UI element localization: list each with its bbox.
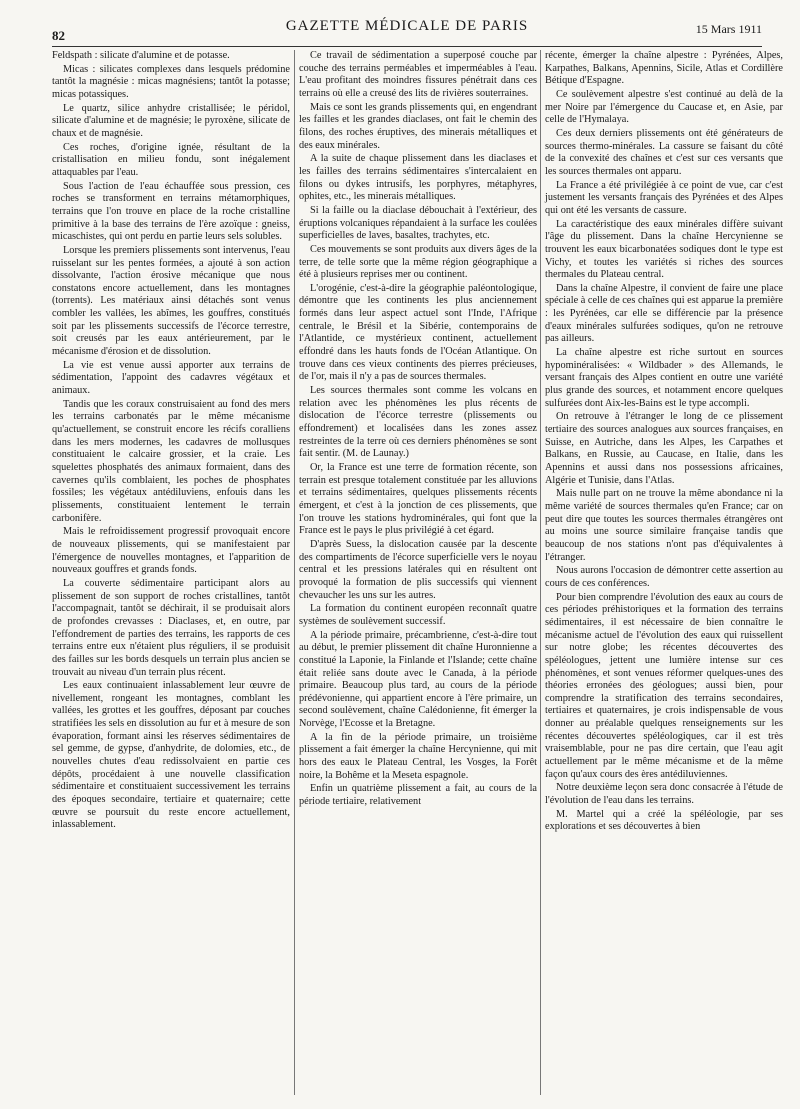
paragraph: La caractéristique des eaux minérales diffère suivant l'âge du plissement. Dans la chaîne Hercynienne se trouvent les eaux bicarbonatées sodiques dont le type est Vichy, et toutes les variétés si riches des sources thermales du Plateau central. [545,218,783,281]
page-number: 82 [52,28,65,43]
paragraph: Les sources thermales sont comme les volcans en relation avec les phénomènes les plus récents de dislocation de l'écorce terrestre (plissements ou effondrement) et localisées dans les zones assez restreintes de la terre où ces derniers phénomènes se sont fait sentir. (M. de Launay.) [299,385,537,460]
column-divider [294,50,295,1095]
paragraph: La formation du continent européen reconnaît quatre systèmes de soulèvement successif. [299,603,537,627]
paragraph: Si la faille ou la diaclase débouchait à l'extérieur, des éruptions volcaniques répandaient à la surface les coulées superficielles de laves, basaltes, trachytes, etc. [299,204,537,242]
header-rule [52,46,762,47]
paragraph: Le quartz, silice anhydre cristallisée; le péridol, silicate d'alumine et de magnésie; le pyroxène, silicate de chaux et de magnésie. [52,102,290,139]
paragraph: récente, émerger la chaîne alpestre : Pyrénées, Alpes, Karpathes, Balkans, Apennins, Sicile, Atlas et Cordillère Bétique d'Espagne. [545,50,783,87]
paragraph: Ces mouvements se sont produits aux divers âges de la terre, de telle sorte que la même région géographique a été à plusieurs reprises mer ou continent. [299,243,537,281]
paragraph: Ces deux derniers plissements ont été générateurs de sources thermo-minérales. La cassure se faisant du côté de la convexité des chaînes et c'est sur ces versants que les sources thermales ont apparu. [545,127,783,177]
paragraph: D'après Suess, la dislocation causée par la descente des compartiments de l'écorce superficielle vers le noyau central et les pressions latérales qui en résultent ont provoqué la formation de plis successifs qui viennent chevaucher les uns sur les autres. [299,538,537,601]
text-column-1 [52,50,290,833]
paragraph: La France a été privilégiée à ce point de vue, car c'est justement les versants français des Pyrénées et des Alpes qui ont été les versants de cassure. [545,179,783,216]
paragraph: Ce travail de sédimentation a superposé couche par couche des terrains perméables et imperméables à l'eau. L'eau profitant des moindres fissures pénétrait dans ces terrains où elle a creusé des lits de rivières souterraines. [299,50,537,99]
paragraph: Micas : silicates complexes dans lesquels prédomine tantôt la magnésie : micas magnésiens; tantôt la potasse; micas potassiques. [52,63,290,100]
paragraph: La chaîne alpestre est riche surtout en sources hypominéralisées: « Wildbader » des Allemands, le versant français des Alpes contient en outre une variété plus grande des sources, et notamment encore quelques sulfurées dont Aix-les-Bains est le type accompli. [545,347,783,409]
paragraph: A la fin de la période primaire, un troisième plissement a fait émerger la chaîne Hercynienne, qui mit hors des eaux le Plateau Central, les Vosges, la Forêt noire, la Bohême et la Meseta espagnole. [299,731,537,781]
paragraph: Sous l'action de l'eau échauffée sous pression, ces roches se transforment en terrains métamorphiques, terrains que l'on trouve en place de la roche cristalline primitive à la base des terrains de l'ère azoïque : gneiss, micaschistes, qui ont perdu en partie leurs sels solubles. [52,180,290,243]
paragraph: A la période primaire, précambrienne, c'est-à-dire tout au début, le premier plissement dit chaîne Huronnienne a constitué la Laponie, la Finlande et l'Islande; cette chaîne était reliée sans doute avec le Canada, à la période primaire. Beaucoup plus tard, au cours de la période prédévonienne, qui appartient encore à l'ère primaire, un second soulèvement, chaîne Calédonienne, fit émerger la Norvège, l'Ecosse et la Bretagne. [299,629,537,730]
journal-title: GAZETTE MÉDICALE DE PARIS [285,18,529,34]
page-header [52,18,762,46]
paragraph: Pour bien comprendre l'évolution des eaux au cours de ces périodes préhistoriques et la formation des terrains sédimentaires, il est nécessaire de bien connaître le mécanisme actuel de l'évolution des eaux qui ruissellent sur notre globe; les récentes découvertes des spéléologues, jettent une lumière intense sur ces phénomènes, et sont venues réformer quelques-unes des théories erronées des géologues; aussi bien, pour comprendre la stratification des terrains secondaires, tertiaires et quaternaires, je crois indispensable de vous donner au préalable quelques renseignements sur les récentes découvertes spéléologiques, car il est très vraisemblable, pour ne pas dire certain, que l'eau agit actuellement par le même mécanisme et de la même façon qu'aux cours des ères antédiluviennes. [545,591,783,780]
text-column-3 [545,50,783,835]
paragraph: On retrouve à l'étranger le long de ce plissement tertiaire des sources analogues aux sources françaises, en Suisse, en Autriche, dans les Alpes, les Carpathes et Balkans, en Russie, au Caucase, en Italie, dans les Apennins et aussi dans nos possessions africaines, Algérie et Tunisie, dans l'Atlas. [545,411,783,486]
paragraph: Enfin un quatrième plissement a fait, au cours de la période tertiaire, relativement [299,783,537,808]
paragraph: Les eaux continuaient inlassablement leur œuvre de nivellement, rongeant les montagnes, comblant les vallées, les grottes et les gouffres, déposant par couches stratifiées les sels en dissolution au fur et à mesure de son évaporation, formant ainsi les réserves sédimentaires de sel gemme, de gypse, d'anhydrite, de dolomies, etc., de nouvelles chutes d'eau redissolvaient en partie ces dépôts, procédaient à une nouvelle classification sédimentaire et constituaient successivement les terrains des époques secondaire, tertiaire et quaternaire; cette œuvre se poursuit du reste encore actuellement, inlassablement. [52,680,290,831]
paragraph: Feldspath : silicate d'alumine et de potasse. [52,50,230,61]
paragraph: Mais ce sont les grands plissements qui, en engendrant les failles et les grandes diaclases, ont fait le chemin des filons, des roches éruptives, des minerais métalliques et des eaux minérales. [299,101,537,151]
paragraph: Mais le refroidissement progressif provoquait encore de nouveaux plissements, qui se manifestaient par l'émergence de nouvelles montagnes, et l'apparition de nouveaux gouffres et grands fonds. [52,526,290,576]
issue-date: 15 Mars 1911 [695,22,762,36]
column-divider [540,50,541,1095]
paragraph: La vie est venue aussi apporter aux terrains de sédimentation, l'appoint des cadavres végétaux et animaux. [52,359,290,397]
paragraph: Ces roches, d'origine ignée, résultant de la cristallisation en milieu fondu, sont inégalement attaquables par l'eau. [52,141,290,178]
paragraph: L'orogénie, c'est-à-dire la géographie paléontologique, démontre que les continents les plus anciennement formés dans leur aspect actuel sont l'Inde, l'Afrique centrale, le Brésil et la Sibérie, contemporains de l'Atlantide, ce mystérieux continent, actuellement effondré dans les hauts fonds de l'Océan Atlantique. On trouve dans ces vieux continents des pierres précieuses, de l'or, mais il n'y a pas de sources thermales. [299,282,537,383]
paragraph: Or, la France est une terre de formation récente, son terrain est presque totalement constituée par les alluvions et terrains sédimentaires, quelques plissements récents émergent, et c'est à la jonction de ces plissements, que l'on trouve les stations hydrominérales, qui font que la France est le pays le plus privilégié à cet égard. [299,462,537,537]
paragraph: Notre deuxième leçon sera donc consacrée à l'étude de l'évolution de l'eau dans les terrains. [545,782,783,807]
paragraph: Tandis que les coraux construisaient au fond des mers les terrains carbonatés par le même mécanisme qu'actuellement, se construit encore les récifs coralliens dans les mers modernes, les cadavres de mollusques constituaient le calcaire grossier, et la craie. Les squelettes phosphatés des animaux formaient, dans des cavernes qu'ils comblaient, les poches de phosphates fossiles; les végétaux antédiluviens, enfouis dans les plissements, constituaient lentement le terrain carbonifère. [52,398,290,524]
paragraph: Nous aurons l'occasion de démontrer cette assertion au cours de ces conférences. [545,565,783,589]
paragraph: Lorsque les premiers plissements sont intervenus, l'eau ruisselant sur les pentes formées, a ajouté à son action dissolvante, l'action érosive mécanique que nous constatons encore actuellement, dans les montagnes (torrents). Les matériaux ainsi détachés sont venus combler les vallées, les abîmes, les gouffres, constitués soit par les plissements successifs de l'écorce terrestre, soit creusés par les eaux antérieurement, par le mécanisme d'érosion et de dissolution. [52,244,290,358]
text-column-2 [299,50,537,810]
paragraph: Ce soulèvement alpestre s'est continué au delà de la mer Noire par l'émergence du Caucase et, en Asie, par celle de l'Hymalaya. [545,88,783,126]
paragraph: A la suite de chaque plissement dans les diaclases et les failles des terrains sédimentaires s'intercalaient en filons ou dykes intrusifs, les porphyres, métaphyres, ophites, etc., les minerais métalliques. [299,153,537,203]
paragraph: Dans la chaîne Alpestre, il convient de faire une place spéciale à celle de ces chaînes qui est apparue la première : les Pyrénées, car elle se différencie par la présence d'eaux minérales sulfurées sodiques, qu'on ne retrouve pas ailleurs. [545,282,783,345]
paragraph: Mais nulle part on ne trouve la même abondance ni la même variété de sources thermales qu'en France; car on peut dire que toutes les sources thermales étrangères ont au moins une source similaire française tandis que beaucoup de nos stations n'ont pas d'équivalentes à l'étranger. [545,488,783,563]
paragraph: La couverte sédimentaire participant alors au plissement de son support de roches cristallines, tantôt l'accompagnait, tantôt se déchirait, il se produisait alors de profondes crevasses : Diaclases, et, en outre, par l'effondrement de parties des terrains, les rapports de ces terrains entre eux n'étaient plus réguliers, il se produisit des failles sur les bords desquels un terrain plus ancien se trouvait au niveau d'un terrain plus récent. [52,577,290,678]
paragraph: M. Martel qui a créé la spéléologie, par ses explorations et ses découvertes à bien [545,808,783,833]
